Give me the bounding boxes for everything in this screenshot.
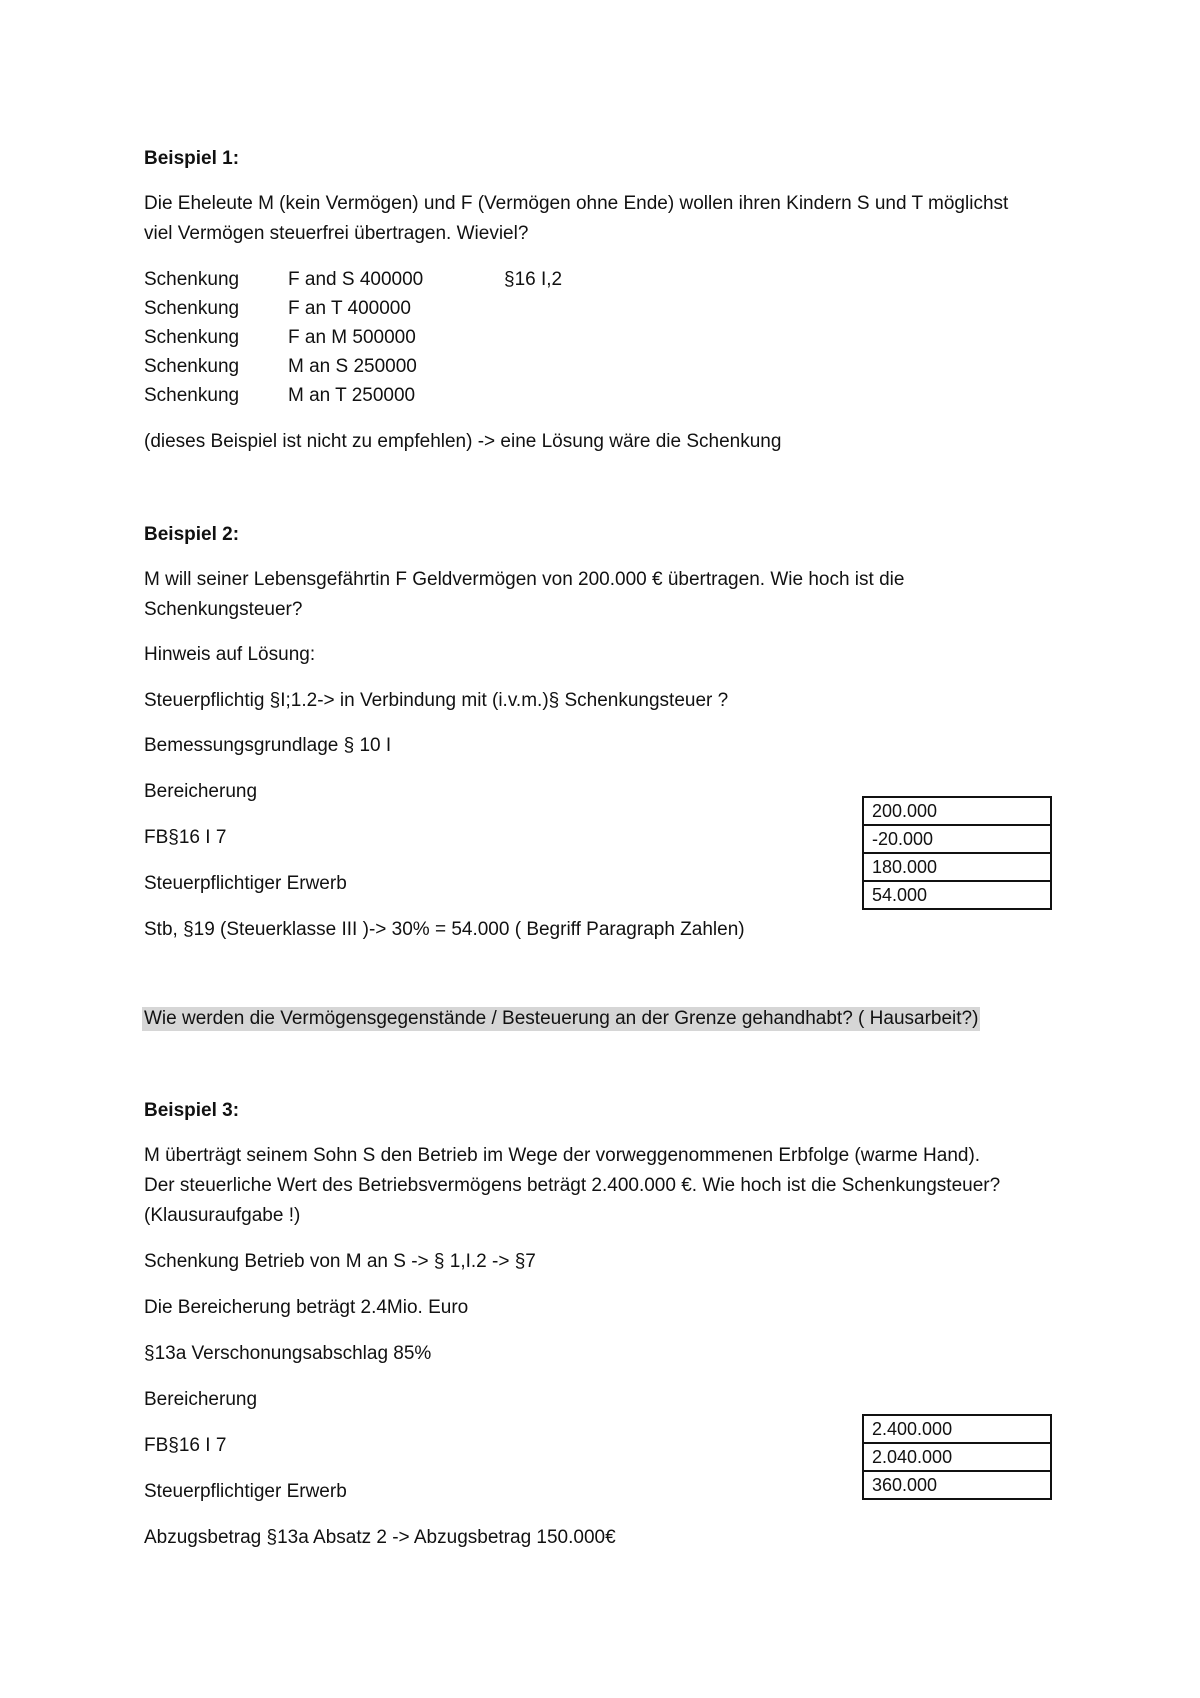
table-cell: 54.000 bbox=[872, 885, 928, 905]
text-line: Bemessungsgrundlage § 10 I bbox=[144, 735, 392, 756]
text-line: Bereicherung bbox=[144, 1389, 258, 1410]
schenkung-value: F and S 400000 bbox=[288, 269, 424, 290]
schenkung-label: Schenkung bbox=[144, 385, 240, 406]
highlighted-question: Wie werden die Vermögensgegenstände / Besteuerung an der Grenze gehandhabt? ( Hausarbeit?) bbox=[144, 1008, 979, 1029]
text-hint: Hinweis auf Lösung: bbox=[144, 644, 316, 665]
table-cell: 200.000 bbox=[864, 798, 1050, 826]
text-question-line-2: Der steuerliche Wert des Betriebsvermögens beträgt 2.400.000 €. Wie hoch ist die Schenkungsteuer? bbox=[144, 1175, 1001, 1196]
schenkung-value: M an T 250000 bbox=[288, 385, 416, 406]
text-intro-line-1: Die Eheleute M (kein Vermögen) und F (Vermögen ohne Ende) wollen ihren Kindern S und T möglichst bbox=[144, 193, 1009, 214]
schenkung-label: Schenkung bbox=[144, 269, 240, 290]
text-line: Steuerpflichtiger Erwerb bbox=[144, 873, 347, 894]
table-cell: -20.000 bbox=[864, 826, 1050, 854]
table-cell: 180.000 bbox=[864, 854, 1050, 882]
text-question-line-1: M überträgt seinem Sohn S den Betrieb im Wege der vorweggenommenen Erbfolge (warme Hand). bbox=[144, 1145, 981, 1166]
heading-beispiel-1: Beispiel 1: bbox=[144, 148, 240, 169]
text-intro-line-2: viel Vermögen steuerfrei übertragen. Wieviel? bbox=[144, 223, 529, 244]
text-line: §13a Verschonungsabschlag 85% bbox=[144, 1343, 432, 1364]
text-question-line-1: M will seiner Lebensgefährtin F Geldvermögen von 200.000 € übertragen. Wie hoch ist die bbox=[144, 569, 905, 590]
heading-beispiel-3: Beispiel 3: bbox=[144, 1100, 240, 1121]
schenkung-value: M an S 250000 bbox=[288, 356, 417, 377]
schenkung-label: Schenkung bbox=[144, 327, 240, 348]
table-cell: 2.400.000 bbox=[864, 1416, 1050, 1444]
schenkung-value: F an M 500000 bbox=[288, 327, 416, 348]
text-line: Die Bereicherung beträgt 2.4Mio. Euro bbox=[144, 1297, 469, 1318]
text-line: Schenkung Betrieb von M an S -> § 1,I.2 -> §7 bbox=[144, 1251, 536, 1272]
text-question-line-3: (Klausuraufgabe !) bbox=[144, 1205, 301, 1226]
text-line: FB§16 I 7 bbox=[144, 827, 227, 848]
table-cell: 2.040.000 bbox=[864, 1444, 1050, 1472]
text-line: Steuerpflichtig §I;1.2-> in Verbindung mit (i.v.m.)§ Schenkungsteuer ? bbox=[144, 690, 729, 711]
text-line: Bereicherung bbox=[144, 781, 258, 802]
schenkung-label: Schenkung bbox=[144, 298, 240, 319]
text-line: Abzugsbetrag §13a Absatz 2 -> Abzugsbetrag 150.000€ bbox=[144, 1527, 616, 1548]
schenkung-label: Schenkung bbox=[144, 356, 240, 377]
text-line: Stb, §19 (Steuerklasse III )-> 30% = 54.000 ( Begriff Paragraph Zahlen) bbox=[144, 919, 745, 940]
calculation-table bbox=[862, 1414, 1052, 1500]
calculation-table bbox=[862, 796, 1052, 910]
text-question-line-2: Schenkungsteuer? bbox=[144, 599, 303, 620]
schenkung-value: F an T 400000 bbox=[288, 298, 411, 319]
text-note: (dieses Beispiel ist nicht zu empfehlen) -> eine Lösung wäre die Schenkung bbox=[144, 431, 782, 452]
text-line: Steuerpflichtiger Erwerb bbox=[144, 1481, 347, 1502]
heading-beispiel-2: Beispiel 2: bbox=[144, 524, 240, 545]
table-cell: 360.000 bbox=[872, 1475, 938, 1495]
text-line: FB§16 I 7 bbox=[144, 1435, 227, 1456]
schenkung-ref: §16 I,2 bbox=[504, 269, 563, 290]
